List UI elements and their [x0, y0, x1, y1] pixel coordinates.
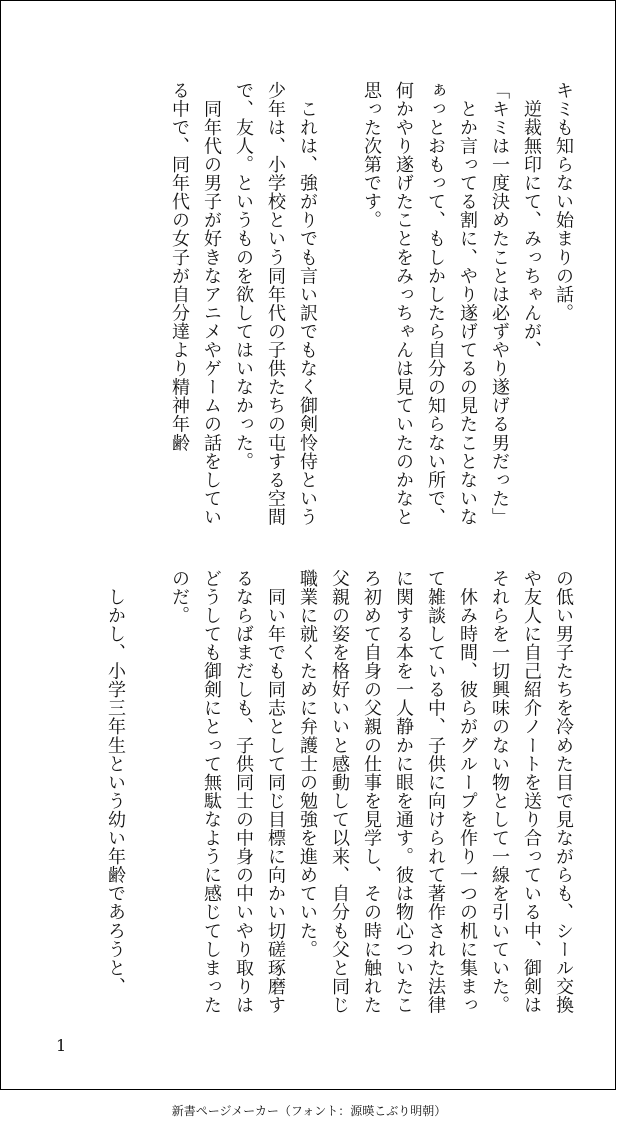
paragraph: とか言ってる割に、やり遂げてるの見たことないなぁっとおもって、もしかしたら自分の知らない所で、何かやり遂げたことをみっちゃんは見ていたのかなと思った次第です。: [361, 81, 478, 527]
paragraph: 逆裁無印にて、みっちゃんが、: [521, 81, 542, 360]
paragraph: 同年代の男子が好きなアニメやゲームの話をしている中で、同年代の女子が自分達より精神年齢: [169, 81, 222, 527]
paragraph: の低い男子たちを冷めた目で見ながらも、シール交換や友人に自己紹介ノートを送り合っている中、御剣はそれらを一切興味のない物として一線を引いていた。: [489, 569, 574, 1015]
text-tier-bottom: [33, 569, 579, 1029]
paragraph: キミも知らない始まりの話。: [553, 81, 574, 323]
page-number: 1: [56, 1036, 67, 1055]
paragraph: 「キミは一度決めたことは必ずやり遂げる男だった」: [489, 81, 510, 527]
paragraph: 同い年でも同志として同じ目標に向かい切磋琢磨するならばまだしも、子供同士の中身の中いやり取りはどうしても御剣にとって無駄なように感じてしまったのだ。: [169, 569, 286, 1015]
paragraph: しかし、小学三年生という幼い年齢であろうと、: [105, 569, 126, 996]
footer-caption: 新書ページメーカー（フォント：源暎こぶり明朝）: [171, 1104, 447, 1118]
blank-line: [131, 569, 163, 1029]
paragraph: 休み時間、彼らがグループを作り一つの机に集まって雑談している中、子供に向けられて著作された法律に関する本を一人静かに眼を通す。彼は物心ついたころ初めて自身の父親の仕事を見学し、その時に触れた父親の姿を格好いいと感動して以来、自分も父と同じ職業に就くために弁護士の勉強を進めていた。: [297, 569, 478, 1015]
blank-line: [323, 81, 355, 541]
text-tier-top: [33, 81, 579, 541]
paragraph: これは、強がりでも言い訳でもなく御剣怜侍という少年は、小学校という同年代の子供たちの屯する空間で、友人。というものを欲してはいなかった。: [233, 81, 318, 527]
